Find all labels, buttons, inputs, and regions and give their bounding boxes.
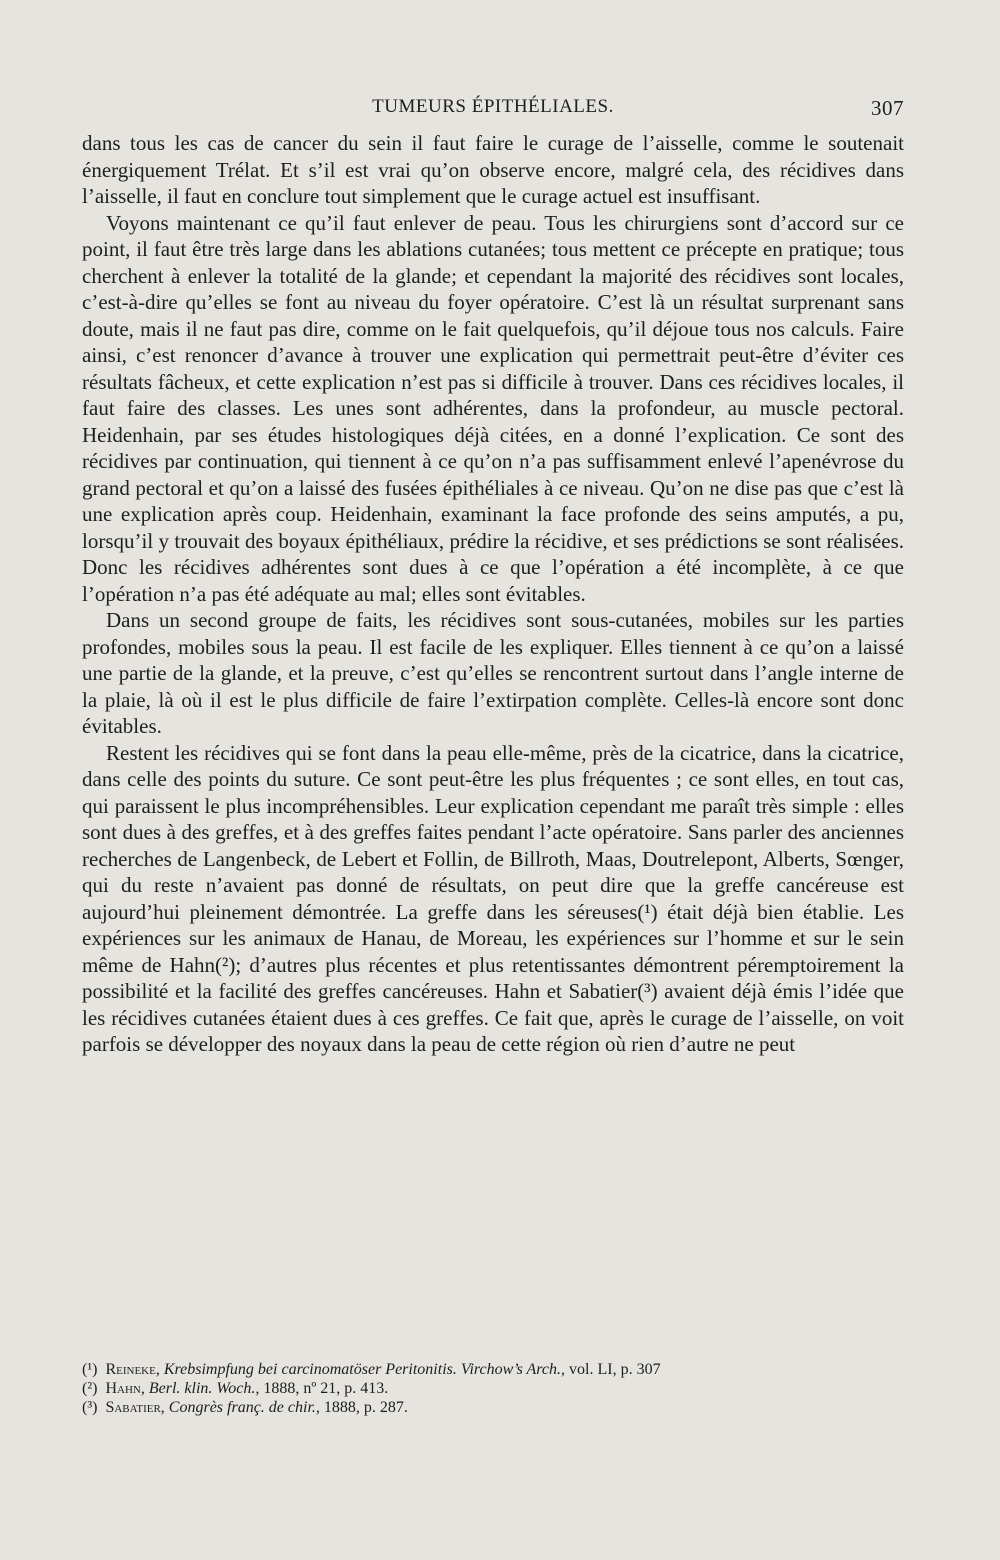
footnote [82, 1379, 904, 1398]
page-number: 307 [871, 96, 904, 120]
footnote-number: (²) [82, 1380, 98, 1397]
page-header [82, 96, 904, 126]
footnote-author: Sabatier, [105, 1399, 165, 1416]
footnote-reference: 1888, p. 287. [323, 1399, 408, 1416]
footnote [82, 1360, 904, 1379]
paragraph: Dans un second groupe de faits, les récidives sont sous-cutanées, mobiles sur les parties profondes, mobiles sous la peau. Il est facile de les expliquer. Elles tiennent à ce qu’on a laissé une partie de la glande, et la preuve, c’est qu’elles se rencontrent surtout dans l’angle interne de la plaie, là où il est le plus difficile de faire l’extirpation complète. Celles-là encore sont donc évitables. [82, 608, 904, 738]
paragraph: Voyons maintenant ce qu’il faut enlever de peau. Tous les chirurgiens sont d’accord sur ce point, il faut être très large dans les ablations cutanées; tous mettent ce précepte en pratique; tous cherchent à enlever la totalité de la glande; et cependant la majorité des récidives sont locales, c’est-à-dire qu’elles se font au niveau du foyer opératoire. C’est là un résultat surprenant sans doute, mais il ne faut pas dire, comme on le fait quelquefois, qu’il déjoue tous nos calculs. Faire ainsi, c’est renoncer d’avance à trouver une explication qui permettrait peut-être d’éviter ces résultats fâcheux, et cette explication n’est pas si difficile à trouver. Dans ces récidives locales, il faut faire des classes. Les unes sont adhérentes, dans la profondeur, au muscle pectoral. Heidenhain, par ses études histologiques déjà citées, en a donné l’explication. Ce sont des récidives par continuation, qui tiennent à ce qu’on n’a pas suffisamment enlevé l’apenévrose du grand pectoral et qu’on a laissé des fusées épithéliales à ce niveau. Qu’on ne dise pas que c’est là une explication après coup. Heidenhain, examinant la face profonde des seins amputés, a pu, lorsqu’il y trouvait des boyaux épithéliaux, prédire la récidive, et ses prédictions se sont réalisées. Donc les récidives adhérentes sont dues à ce que l’opération a été incomplète, à ce que l’opération n’a pas été adéquate au mal; elles sont évitables. [82, 210, 904, 606]
footnotes [82, 1360, 904, 1417]
footnote-author: Hahn, [105, 1380, 145, 1397]
footnote-reference: 1888, nº 21, p. 413. [263, 1380, 389, 1397]
footnote-title: Congrès franç. de chir., [168, 1399, 320, 1416]
paragraph: Restent les récidives qui se font dans la peau elle-même, près de la cicatrice, dans la cicatrice, dans celle des points du suture. Ce sont peut-être les plus fréquentes ; ce sont elles, en tout cas, qui paraissent le plus incompréhensibles. Leur explication cependant me paraît très simple : elles sont dues à des greffes, et à des greffes faites pendant l’acte opératoire. Sans parler des anciennes recherches de Langenbeck, de Lebert et Follin, de Billroth, Maas, Doutrelepont, Alberts, Sœnger, qui du reste n’avaient pas donné de résultats, on peut dire que la greffe cancéreuse est aujourd’hui pleinement démontrée. La greffe dans les séreuses(¹) était déjà bien établie. Les expériences sur les animaux de Hanau, de Moreau, les expériences sur l’homme et sur le sein même de Hahn(²); d’autres plus récentes et plus retentissantes démontrent péremptoirement la possibilité et la facilité des greffes cancéreuses. Hahn et Sabatier(³) avaient déjà émis l’idée que les récidives cutanées étaient dues à ces greffes. Ce fait que, après le curage de l’aisselle, on voit parfois se développer des noyaux dans la peau de cette région où rien d’autre ne peut [82, 740, 904, 1056]
body-text [82, 130, 904, 1058]
footnote-author: Reineke, [105, 1361, 160, 1378]
running-title: TUMEURS ÉPITHÉLIALES. [372, 96, 614, 117]
footnote [82, 1398, 904, 1417]
footnote-title: Krebsimpfung bei carcinomatöser Peritonitis. Virchow’s Arch., [163, 1361, 566, 1378]
footnote-number: (³) [82, 1399, 98, 1416]
footnote-number: (¹) [82, 1361, 98, 1378]
footnote-reference: vol. LI, p. 307 [569, 1361, 661, 1378]
footnote-title: Berl. klin. Woch., [148, 1380, 260, 1397]
paragraph-continued: dans tous les cas de cancer du sein il faut faire le curage de l’aisselle, comme le soutenait énergiquement Trélat. Et s’il est vrai qu’on observe encore, malgré cela, des récidives dans l’aisselle, il faut en conclure tout simplement que le curage actuel est insuffisant. [82, 131, 904, 208]
